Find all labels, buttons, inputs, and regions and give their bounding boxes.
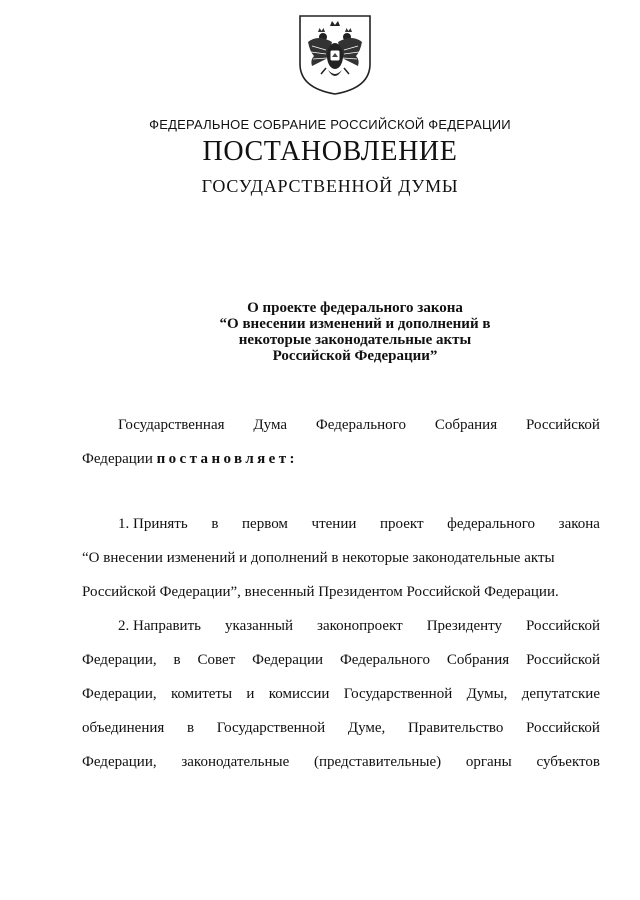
word: проект <box>380 516 424 532</box>
word: Федерации <box>252 652 324 668</box>
law-title-line: некоторые законодательные акты <box>238 332 472 348</box>
word: закона <box>558 516 600 532</box>
item-2-line <box>82 616 600 650</box>
item-2-line <box>82 684 600 718</box>
resolves-word: постановляет: <box>156 451 298 467</box>
law-title-block <box>35 300 640 364</box>
word: Совет <box>197 652 236 668</box>
word: Думы, <box>466 686 508 702</box>
word: Федерации, <box>82 754 157 770</box>
word: Президенту <box>426 618 503 634</box>
word: Государственная <box>118 417 225 433</box>
word: Российской <box>526 417 600 433</box>
word: Федерации, <box>82 686 157 702</box>
item-1-line <box>82 514 600 548</box>
word: Правительство <box>407 720 504 736</box>
word: Думе, <box>347 720 386 736</box>
preamble-line <box>82 415 600 449</box>
word: 1. Принять <box>118 516 188 532</box>
word: законодательные <box>181 754 290 770</box>
law-title-line: Российской Федерации” <box>272 348 438 364</box>
item-1-line: Российской Федерации”, внесенный Президентом Российской Федерации. <box>82 584 559 600</box>
word: указанный <box>225 618 293 634</box>
word: Российской <box>526 618 600 634</box>
word: первом <box>242 516 288 532</box>
word: депутатские <box>521 686 600 702</box>
word: в <box>211 516 219 532</box>
word: Государственной <box>216 720 326 736</box>
preamble-paragraph <box>82 415 600 483</box>
word: комитеты <box>170 686 233 702</box>
item-2-line <box>82 718 600 752</box>
items-block <box>82 514 600 786</box>
word: Государственной <box>343 686 453 702</box>
word: Российской <box>526 720 600 736</box>
issuing-body: ГОСУДАРСТВЕННОЙ ДУМЫ <box>201 176 459 196</box>
word: Федерации, <box>82 652 157 668</box>
word: объединения <box>82 720 165 736</box>
word: и <box>246 686 255 702</box>
word: комиссии <box>268 686 330 702</box>
law-title-line: “О внесении изменений и дополнений в <box>219 316 491 332</box>
word: органы <box>465 754 512 770</box>
word: Федерального <box>315 417 406 433</box>
word: Федерального <box>339 652 430 668</box>
word: чтении <box>311 516 357 532</box>
word: (представительные) <box>314 754 442 770</box>
item-2-line <box>82 650 600 684</box>
word: федерального <box>447 516 536 532</box>
law-title-line: О проекте федерального закона <box>247 300 463 316</box>
word: Собрания <box>446 652 510 668</box>
word: 2. Направить <box>118 618 201 634</box>
word: субъектов <box>536 754 600 770</box>
item-1-line: “О внесении изменений и дополнений в некоторые законодательные акты <box>82 550 555 566</box>
preamble-line <box>82 449 600 483</box>
document-type-title: ПОСТАНОВЛЕНИЕ <box>202 136 458 167</box>
word: Дума <box>253 417 288 433</box>
word: Федерации <box>82 451 153 467</box>
word: Российской <box>526 652 600 668</box>
word: в <box>173 652 181 668</box>
word: Собрания <box>434 417 498 433</box>
double-headed-eagle-icon <box>296 12 374 96</box>
assembly-name: ФЕДЕРАЛЬНОЕ СОБРАНИЕ РОССИЙСКОЙ ФЕДЕРАЦИИ <box>149 117 511 132</box>
word: в <box>186 720 195 736</box>
word: законопроект <box>317 618 403 634</box>
item-2-line <box>82 752 600 786</box>
